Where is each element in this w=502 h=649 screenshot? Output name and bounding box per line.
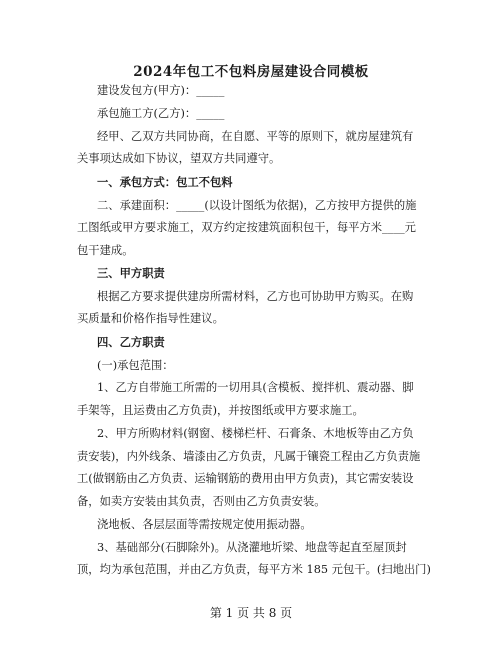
paragraph-line: 3、基础部分(石脚除外)。从浇灌地圻梁、地盘等起直至屋顶封 (97, 541, 407, 554)
paragraph-line: 经甲、乙双方共同协商，在自愿、平等的原则下，就房屋建筑有 (97, 130, 414, 143)
section-heading-2: 二、承建面积：_____(以设计图纸为依据)，乙方按甲方提供的施 (97, 199, 417, 212)
paragraph-line: 包干建成。 (77, 244, 134, 257)
document-title: 2024年包工不包料房屋建设合同模板 (133, 64, 369, 80)
paragraph-line: 备，如卖方安装由其负责，否则由乙方负责安装。 (77, 495, 326, 508)
paragraph-line: 工图纸或甲方要求施工，双方约定按建筑面积包干，每平方米____元 (77, 221, 416, 234)
paragraph-line: 浇地板、各层层面等需按规定使用振动器。 (97, 518, 312, 531)
section-heading-3: 三、甲方职责 (97, 267, 165, 280)
paragraph-line: 买质量和价格作指导性建议。 (77, 312, 224, 325)
paragraph-line: 手架等，且运费由乙方负责)，并按图纸或甲方要求施工。 (77, 404, 364, 417)
paragraph-line: 顶，均为承包范围，并由乙方负责，每平方米 185 元包干。(扫地出门) (77, 563, 431, 576)
paragraph-line: 工(做钢筋由乙方负责、运输钢筋的费用由甲方负责)，其它需安装设 (77, 472, 414, 485)
paragraph-line: 责安装)，内外线条、墙漆由乙方负责，凡属于镶瓷工程由乙方负责施 (77, 450, 421, 463)
paragraph-line: 1、乙方自带施工所需的一切用具(含模板、搅拌机、震动器、脚 (97, 381, 414, 394)
party-b-line: 承包施工方(乙方)：_____ (97, 107, 225, 120)
section-heading-1: 一、承包方式：包工不包料 (97, 176, 233, 189)
page-footer: 第 1 页 共 8 页 (209, 606, 293, 620)
paragraph-line: 根据乙方要求提供建房所需材料，乙方也可协助甲方购买。在购 (97, 290, 414, 303)
subsection-label: (一)承包范围： (97, 359, 174, 372)
party-a-line: 建设发包方(甲方)：_____ (97, 84, 225, 97)
paragraph-line: 关事项达成如下协议，望双方共同遵守。 (77, 152, 281, 165)
paragraph-line: 2、甲方所购材料(钢窗、楼梯栏杆、石膏条、木地板等由乙方负 (97, 427, 414, 440)
section-heading-4: 四、乙方职责 (97, 336, 165, 349)
